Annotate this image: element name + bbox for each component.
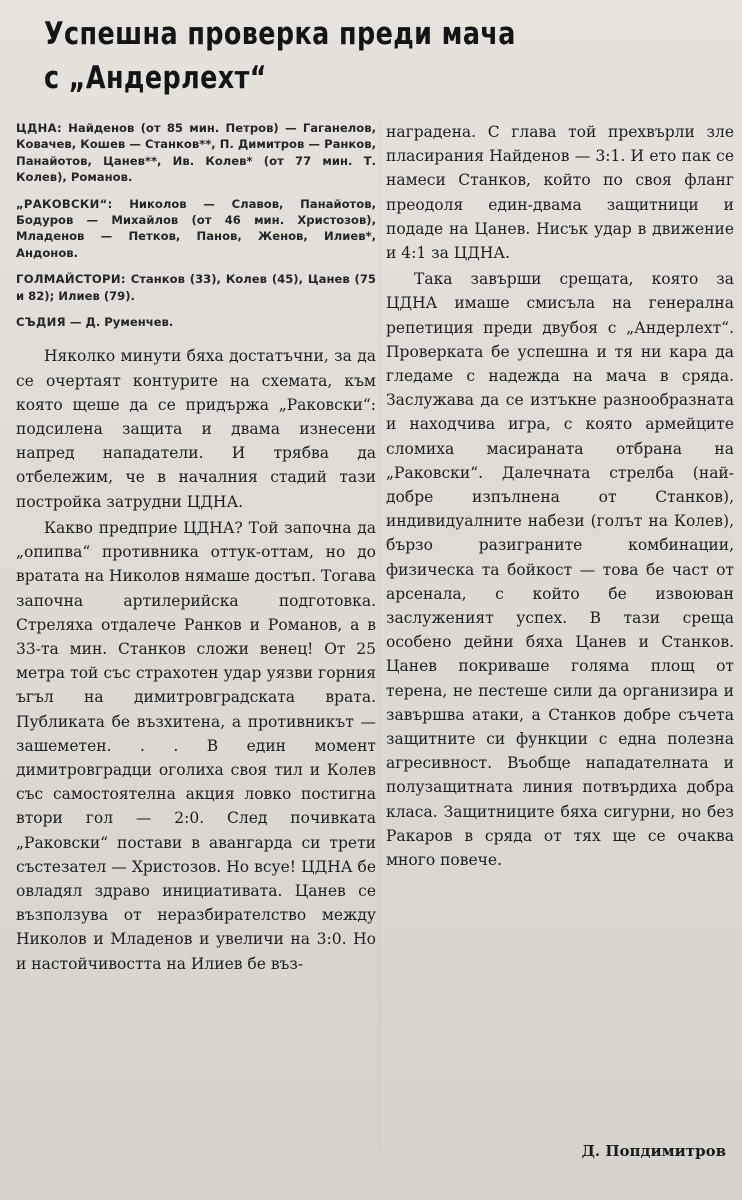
body-paragraph: наградена. С глава той прехвърли зле пласирания Найденов — 3:1. И ето пак се намеси Станков, който по своя фланг преодоля един-двама защитници и подаде на Цанев. Нисък удар в движение и 4:1 за ЦДНА. bbox=[386, 123, 734, 263]
lineup-label: СЪДИЯ bbox=[16, 315, 66, 330]
lineup-cdna bbox=[16, 120, 376, 186]
lineup-text: Станков (33), Колев (45), Цанев (75 и 82); Илиев (79). bbox=[16, 272, 376, 303]
lineup-label: „РАКОВСКИ“: bbox=[16, 196, 113, 211]
headline-line-2: с „Андерлехт“ bbox=[44, 60, 267, 96]
lineup-scorers bbox=[16, 271, 376, 304]
lineup-referee bbox=[16, 314, 376, 330]
lineup-rakovski bbox=[16, 196, 376, 262]
headline-line-1: Успешна проверка преди мача bbox=[44, 16, 516, 52]
right-column bbox=[386, 120, 734, 872]
lineup-text: — Д. Руменчев. bbox=[69, 315, 174, 330]
body-paragraph: Така завърши срещата, която за ЦДНА имаше смисъла на генерална репетиция преди двубоя с „Андерлехт“. Проверката бе успешна и тя ни кара да гледаме с надежда на мача в сряда. Заслужава да се изтъкне разнообразната и находчива игра, с която армейците сломиха масираната отбрана на „Раковски“. Далечната стрелба (най-добре изпълнена от Станков), индивидуалните набези (голът на Колев), бързо разиграните комбинации, физическа та бойкост — това бе част от арсенала, с който бе извоюван заслуженият успех. В тази среща особено дейни бяха Цанев и Станков. Цанев покриваше голяма площ от терена, не пестеше сили да организира и завършва атаки, а Станков добре съчета защитните си функции с една полезна агресивност. Въобще нападателната и полузащитната линия потвърдиха добра класа. Защитниците бяха сигурни, но без Ракаров в сряда от тях ще се очаква много повече. bbox=[386, 270, 734, 870]
author-signature: Д. Попдимитров bbox=[581, 1142, 726, 1160]
lineup-text: Найденов (от 85 мин. Петров) — Гаганелов, Ковачев, Кошев — Станков**, П. Димитров — Ранков, Панайотов, Цанев**, Ив. Колев* (от 77 мин. Т. Колев), Романов. bbox=[16, 121, 376, 185]
lineup-text: Николов — Славов, Панайотов, Бодуров — Михайлов (от 46 мин. Христозов), Младенов — Петков, Панов, Женов, Илиев*, Андонов. bbox=[16, 196, 376, 260]
article-headline bbox=[44, 12, 569, 100]
body-paragraph: Какво предприе ЦДНА? Той започна да „опипва“ противника оттук-оттам, но до вратата на Николов нямаше достъп. Тогава започна артилерийска подготовка. Стреляха отдалече Ранков и Романов, а в 33-та мин. Станков сложи венец! От 25 метра той със страхотен удар уязви горния ъгъл на димитровградската врата. Публиката бе възхитена, а противникът — зашеметен. . . В един момент димитровградци оголиха своя тил и Колев със самостоятелна акция ловко постигна втори гол — 2:0. След почивката „Раковски“ постави в авангарда си трети състезател — Христозов. Но всуе! ЦДНА бе овладял здраво инициативата. Цанев се възползува от неразбирателство между Николов и Младенов и увеличи на 3:0. Но и настойчивостта на Илиев бе въз- bbox=[16, 518, 376, 973]
body-paragraph: Няколко минути бяха достатъчни, за да се очертаят контурите на схемата, към която щеше да се придържа „Раковски“: подсилена защита и двама изнесени напред нападатели. И трябва да отбележим, че в началния стадий тази постройка затрудни ЦДНА. bbox=[16, 347, 376, 511]
left-column bbox=[16, 120, 376, 976]
lineup-label: ЦДНА: bbox=[16, 121, 62, 135]
column-divider bbox=[379, 120, 380, 1150]
lineup-label: ГОЛМАЙСТОРИ: bbox=[16, 272, 126, 287]
